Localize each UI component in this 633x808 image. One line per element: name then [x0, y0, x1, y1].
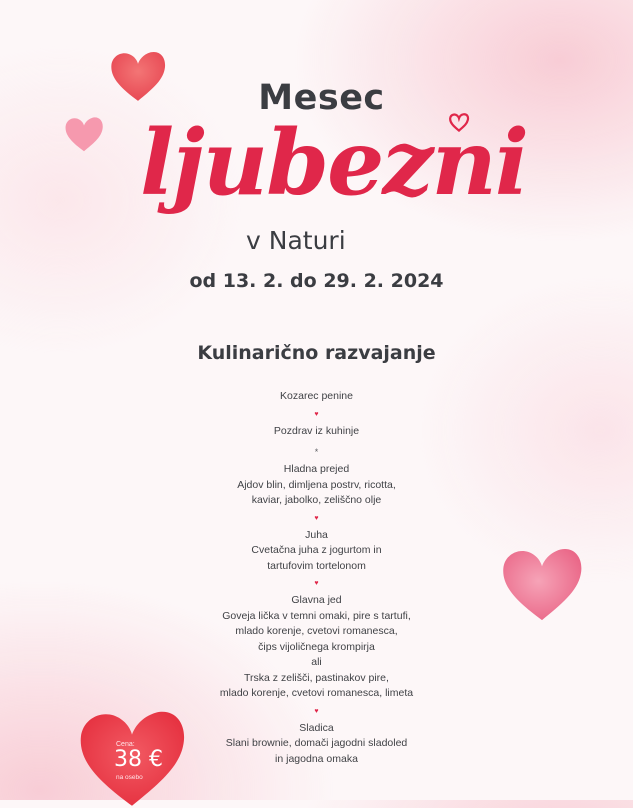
- title-v-naturi: v Naturi: [246, 226, 346, 255]
- course-line: Cvetačna juha z jogurtom in: [251, 544, 382, 556]
- section-title: Kulinarično razvajanje: [197, 342, 436, 364]
- price-unit: na osebo: [116, 774, 143, 781]
- course-title: Sladica: [299, 721, 334, 734]
- course-dessert: [0, 721, 633, 768]
- course-line: Goveja lička v temni omaki, pire s tartufi,: [222, 609, 411, 622]
- price-value: 38 €: [114, 747, 163, 772]
- menu-star: *: [314, 447, 319, 457]
- date-range: od 13. 2. do 29. 2. 2024: [189, 270, 444, 292]
- separator-heart-icon: ♥: [314, 580, 319, 587]
- course-line: Ajdov blin, dimljena postrv, ricotta,: [237, 478, 396, 491]
- title-mesec: Mesec: [258, 78, 385, 118]
- price-label: Cena:: [116, 741, 135, 748]
- menu-aperitif: Kozarec penine: [280, 390, 353, 402]
- course-line: mlado korenje, cvetovi romanesca, limeta: [219, 687, 414, 699]
- separator-heart-icon: ♥: [314, 410, 319, 418]
- menu-list: [0, 389, 633, 767]
- course-line: Trska z zelišči, pastinakov pire,: [244, 671, 389, 684]
- course-line: tartufovim tortelonom: [267, 559, 366, 572]
- separator-heart-icon: ♥: [314, 514, 319, 522]
- course-title: Juha: [305, 528, 328, 541]
- course-title: Hladna prejed: [283, 463, 350, 475]
- course-soup: [0, 528, 633, 575]
- course-line: in jagodna omaka: [275, 752, 358, 765]
- course-line: čips vijoličnega krompirja: [258, 640, 375, 653]
- separator-heart-icon: ♥: [314, 707, 319, 715]
- course-cold-starter: [0, 462, 633, 509]
- course-title: Glavna jed: [291, 594, 342, 606]
- course-line: ali: [311, 656, 322, 668]
- title-ljubezni: ljubezni: [140, 110, 528, 216]
- course-line: mlado korenje, cvetovi romanesca,: [235, 625, 398, 637]
- course-line: Slani brownie, domači jagodni sladoled: [225, 737, 408, 749]
- course-main: [0, 593, 633, 702]
- heart-small-left-icon: [64, 116, 104, 152]
- menu-greeting: Pozdrav iz kuhinje: [273, 424, 360, 437]
- course-line: kaviar, jabolko, zeliščno olje: [251, 494, 382, 506]
